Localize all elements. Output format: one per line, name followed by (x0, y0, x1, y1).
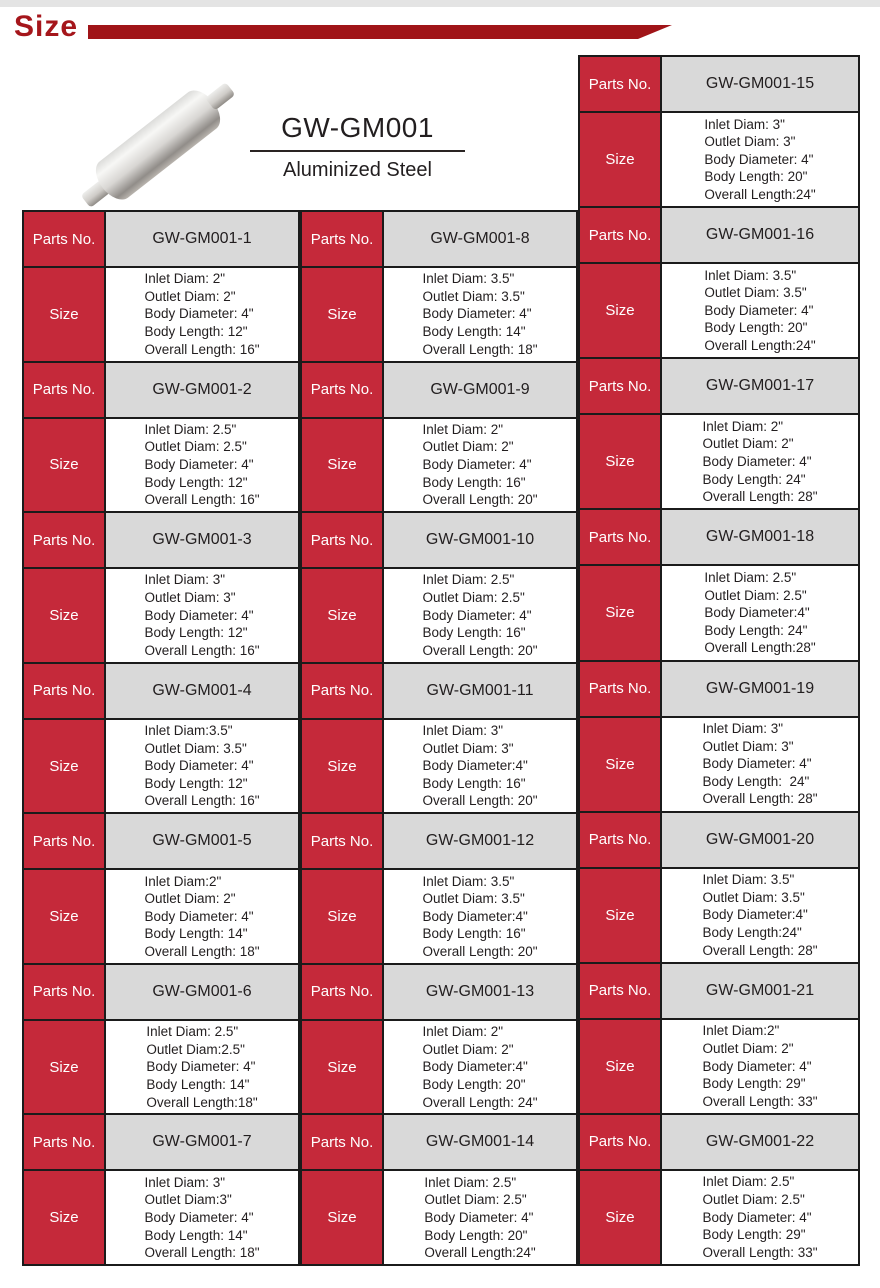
spec-line: Outlet Diam: 2.5" (702, 1192, 805, 1208)
spec-line: Overall Length: 20" (422, 492, 538, 508)
spec-line: Outlet Diam: 2.5" (144, 439, 247, 455)
size-label: Size (22, 567, 106, 664)
spec-line: Body Diameter: 4" (422, 607, 532, 623)
spec-lines (702, 1173, 817, 1261)
spec-line: Overall Length: 20" (422, 943, 538, 959)
spec-line: Body Length: 12" (144, 775, 248, 791)
spec-line: Body Length: 12" (144, 324, 248, 340)
part-block (300, 361, 578, 514)
spec-lines (422, 873, 537, 961)
parts-no-label: Parts No. (22, 1113, 106, 1171)
spec-line: Inlet Diam: 3" (702, 721, 784, 737)
spec-line: Inlet Diam: 2.5" (146, 1024, 239, 1040)
spec-line: Overall Length:24" (704, 186, 816, 202)
part-block (578, 206, 860, 359)
parts-no-label: Parts No. (578, 508, 662, 566)
size-label: Size (22, 1169, 106, 1266)
part-specs (660, 413, 860, 510)
parts-no-label: Parts No. (22, 963, 106, 1021)
muffler-body (89, 84, 228, 206)
product-image-muffler (58, 70, 258, 220)
part-size-row (578, 111, 860, 208)
spec-lines (144, 873, 259, 961)
part-block (22, 511, 300, 664)
part-number: GW-GM001-19 (660, 660, 860, 718)
part-specs (382, 1169, 578, 1266)
spec-line: Outlet Diam: 3.5" (422, 288, 525, 304)
part-specs (660, 564, 860, 661)
spec-line: Outlet Diam: 3" (144, 590, 236, 606)
spec-lines (702, 720, 817, 808)
size-label: Size (300, 266, 384, 363)
part-block (300, 812, 578, 965)
spec-line: Body Diameter: 4" (144, 908, 254, 924)
size-label: Size (578, 413, 662, 510)
parts-no-label: Parts No. (22, 361, 106, 419)
part-size-row (22, 266, 300, 363)
part-size-row (22, 1169, 300, 1266)
spec-line: Body Diameter:4" (422, 758, 528, 774)
parts-no-label: Parts No. (300, 361, 384, 419)
part-number-row (578, 811, 860, 869)
parts-no-label: Parts No. (578, 1113, 662, 1171)
parts-no-label: Parts No. (578, 660, 662, 718)
spec-lines (144, 421, 259, 509)
spec-line: Body Diameter: 4" (144, 758, 254, 774)
spec-line: Inlet Diam: 2" (702, 418, 784, 434)
size-label: Size (578, 716, 662, 813)
size-label: Size (22, 417, 106, 514)
part-number: GW-GM001-4 (104, 662, 300, 720)
part-number: GW-GM001-13 (382, 963, 578, 1021)
part-specs (660, 111, 860, 208)
spec-lines (144, 722, 259, 810)
spec-line: Overall Length:18" (146, 1094, 258, 1110)
part-specs (660, 1018, 860, 1115)
spec-line: Inlet Diam: 3" (144, 1174, 226, 1190)
spec-line: Overall Length: 28" (702, 791, 818, 807)
spec-line: Inlet Diam: 3.5" (422, 873, 515, 889)
part-number: GW-GM001-21 (660, 962, 860, 1020)
spec-line: Outlet Diam: 3.5" (704, 285, 807, 301)
spec-line: Inlet Diam: 2.5" (144, 421, 237, 437)
spec-line: Body Diameter: 4" (702, 1209, 812, 1225)
size-label: Size (22, 868, 106, 965)
spec-line: Body Length: 20" (424, 1227, 528, 1243)
part-size-row (578, 262, 860, 359)
spec-lines (704, 116, 815, 204)
spec-line: Inlet Diam: 2" (422, 1024, 504, 1040)
part-number-row (300, 662, 578, 720)
spec-line: Outlet Diam: 2.5" (704, 587, 807, 603)
parts-no-label: Parts No. (22, 662, 106, 720)
part-number: GW-GM001-6 (104, 963, 300, 1021)
part-size-row (300, 868, 578, 965)
parts-no-label: Parts No. (300, 662, 384, 720)
spec-line: Outlet Diam: 3.5" (144, 740, 247, 756)
spec-lines (704, 569, 815, 657)
part-size-row (300, 718, 578, 815)
spec-line: Body Diameter: 4" (146, 1059, 256, 1075)
parts-no-label: Parts No. (22, 812, 106, 870)
part-number-row (22, 210, 300, 268)
spec-line: Outlet Diam: 2.5" (424, 1192, 527, 1208)
part-size-row (578, 413, 860, 510)
spec-line: Outlet Diam: 2" (422, 1041, 514, 1057)
spec-line: Inlet Diam:2" (144, 873, 222, 889)
part-block (22, 812, 300, 965)
parts-no-label: Parts No. (578, 357, 662, 415)
spec-line: Body Length: 24" (704, 622, 808, 638)
part-size-row (300, 1169, 578, 1266)
spec-line: Body Length: 14" (144, 1227, 248, 1243)
page-title: Size (14, 10, 79, 43)
spec-line: Body Length: 16" (422, 926, 526, 942)
part-specs (660, 1169, 860, 1266)
size-label: Size (300, 718, 384, 815)
spec-line: Body Length: 16" (422, 625, 526, 641)
part-size-row (578, 716, 860, 813)
spec-line: Overall Length:28" (704, 640, 816, 656)
part-block (300, 662, 578, 815)
spec-lines (422, 722, 537, 810)
parts-no-label: Parts No. (300, 812, 384, 870)
spec-line: Inlet Diam:3.5" (144, 723, 233, 739)
part-specs (660, 716, 860, 813)
part-size-row (300, 1019, 578, 1116)
spec-lines (422, 1023, 537, 1111)
spec-line: Body Diameter: 4" (422, 457, 532, 473)
spec-line: Overall Length:24" (704, 338, 816, 354)
spec-line: Outlet Diam: 3.5" (422, 891, 525, 907)
part-number-row (578, 1113, 860, 1171)
spec-lines (702, 1022, 817, 1110)
part-block (300, 963, 578, 1116)
spec-line: Outlet Diam: 3" (422, 740, 514, 756)
spec-line: Overall Length: 16" (144, 492, 260, 508)
part-specs (382, 417, 578, 514)
spec-lines (146, 1023, 257, 1111)
size-label: Size (578, 111, 662, 208)
part-specs (382, 718, 578, 815)
size-label: Size (578, 1169, 662, 1266)
part-number: GW-GM001-20 (660, 811, 860, 869)
part-size-row (22, 1019, 300, 1116)
part-specs (382, 1019, 578, 1116)
part-number-row (578, 660, 860, 718)
spec-line: Outlet Diam:3" (144, 1192, 232, 1208)
part-specs (382, 567, 578, 664)
spec-line: Outlet Diam: 2" (144, 891, 236, 907)
spec-line: Inlet Diam: 3" (704, 116, 785, 132)
spec-line: Body Length: 20" (422, 1076, 526, 1092)
part-number: GW-GM001-15 (660, 55, 860, 113)
part-number-row (22, 361, 300, 419)
parts-column-1 (22, 210, 300, 1266)
spec-lines (422, 571, 537, 659)
spec-line: Inlet Diam: 2.5" (422, 572, 515, 588)
spec-line: Overall Length: 20" (422, 642, 538, 658)
parts-no-label: Parts No. (578, 811, 662, 869)
spec-line: Inlet Diam: 2.5" (702, 1174, 795, 1190)
part-number-row (22, 812, 300, 870)
spec-line: Overall Length: 16" (144, 793, 260, 809)
spec-line: Body Length:24" (702, 924, 802, 940)
part-number-row (300, 963, 578, 1021)
spec-line: Overall Length: 18" (422, 341, 538, 357)
part-number-row (578, 206, 860, 264)
spec-line: Inlet Diam: 2.5" (424, 1174, 517, 1190)
spec-line: Outlet Diam: 2" (422, 439, 514, 455)
part-number: GW-GM001-16 (660, 206, 860, 264)
spec-line: Body Length: 16" (422, 474, 526, 490)
spec-line: Inlet Diam: 3" (422, 723, 504, 739)
parts-no-label: Parts No. (22, 511, 106, 569)
spec-line: Body Diameter: 4" (144, 306, 254, 322)
spec-line: Body Length: 20" (704, 320, 808, 336)
spec-line: Body Diameter: 4" (144, 1209, 254, 1225)
part-block (22, 361, 300, 514)
parts-no-label: Parts No. (578, 55, 662, 113)
part-block (300, 210, 578, 363)
part-number-row (578, 55, 860, 113)
spec-line: Body Diameter:4" (702, 907, 808, 923)
part-number-row (578, 357, 860, 415)
spec-line: Outlet Diam: 3.5" (702, 889, 805, 905)
part-block (578, 1113, 860, 1266)
part-block (300, 1113, 578, 1266)
part-number: GW-GM001-5 (104, 812, 300, 870)
part-number-row (300, 1113, 578, 1171)
spec-line: Body Length: 14" (144, 926, 248, 942)
parts-no-label: Parts No. (22, 210, 106, 268)
spec-line: Inlet Diam: 3.5" (702, 872, 795, 888)
size-label: Size (22, 266, 106, 363)
spec-line: Overall Length: 18" (144, 943, 260, 959)
part-number: GW-GM001-7 (104, 1113, 300, 1171)
spec-line: Body Length: 14" (422, 324, 526, 340)
spec-line: Outlet Diam:2.5" (146, 1041, 245, 1057)
product-model: GW-GM001 (281, 112, 434, 143)
spec-line: Outlet Diam: 2.5" (422, 590, 525, 606)
spec-line: Body Diameter: 4" (702, 454, 812, 470)
part-number-row (578, 962, 860, 1020)
size-label: Size (300, 868, 384, 965)
part-number-row (578, 508, 860, 566)
spec-line: Outlet Diam: 2" (702, 436, 794, 452)
part-block (578, 55, 860, 208)
part-size-row (300, 417, 578, 514)
part-specs (104, 417, 300, 514)
spec-line: Overall Length: 33" (702, 1244, 818, 1260)
size-label: Size (22, 1019, 106, 1116)
spec-line: Outlet Diam: 2" (144, 288, 236, 304)
spec-line: Overall Length: 20" (422, 793, 538, 809)
parts-no-label: Parts No. (578, 206, 662, 264)
part-size-row (22, 567, 300, 664)
part-size-row (22, 417, 300, 514)
spec-line: Body Length: 16" (422, 775, 526, 791)
part-number-row (300, 812, 578, 870)
part-block (22, 963, 300, 1116)
spec-line: Overall Length: 33" (702, 1093, 818, 1109)
muffler-graphic (74, 73, 241, 218)
spec-line: Overall Length:24" (424, 1245, 536, 1261)
spec-line: Body Length: 29" (702, 1076, 806, 1092)
part-specs (382, 868, 578, 965)
spec-line: Inlet Diam:2" (702, 1023, 780, 1039)
top-strip (0, 0, 880, 7)
part-block (300, 511, 578, 664)
spec-line: Body Diameter: 4" (144, 457, 254, 473)
size-label: Size (578, 262, 662, 359)
spec-line: Body Diameter:4" (704, 605, 810, 621)
parts-no-label: Parts No. (300, 1113, 384, 1171)
part-number: GW-GM001-3 (104, 511, 300, 569)
part-specs (104, 1019, 300, 1116)
size-label: Size (578, 867, 662, 964)
size-label: Size (300, 1169, 384, 1266)
part-number: GW-GM001-14 (382, 1113, 578, 1171)
spec-line: Body Length: 12" (144, 625, 248, 641)
spec-line: Inlet Diam: 3.5" (704, 267, 797, 283)
spec-lines (144, 1174, 259, 1262)
spec-lines (702, 418, 817, 506)
part-number: GW-GM001-2 (104, 361, 300, 419)
parts-column-2 (300, 210, 578, 1266)
part-number: GW-GM001-10 (382, 511, 578, 569)
part-number: GW-GM001-11 (382, 662, 578, 720)
part-number-row (300, 361, 578, 419)
spec-line: Body Length: 12" (144, 474, 248, 490)
part-size-row (22, 718, 300, 815)
spec-line: Overall Length: 16" (144, 341, 260, 357)
spec-lines (422, 270, 537, 358)
part-number-row (300, 511, 578, 569)
spec-line: Body Diameter: 4" (702, 1058, 812, 1074)
size-label: Size (300, 417, 384, 514)
part-specs (104, 718, 300, 815)
part-specs (382, 266, 578, 363)
part-block (22, 662, 300, 815)
spec-line: Body Diameter: 4" (144, 607, 254, 623)
spec-line: Body Diameter: 4" (424, 1209, 534, 1225)
spec-line: Body Length: 20" (704, 169, 808, 185)
title-underline (250, 150, 465, 152)
spec-line: Inlet Diam: 2" (422, 421, 504, 437)
spec-line: Body Diameter: 4" (704, 151, 814, 167)
size-label: Size (300, 1019, 384, 1116)
product-material: Aluminized Steel (283, 159, 432, 181)
part-number-row (22, 511, 300, 569)
part-block (22, 1113, 300, 1266)
part-number: GW-GM001-17 (660, 357, 860, 415)
part-number: GW-GM001-8 (382, 210, 578, 268)
spec-line: Body Diameter:4" (422, 1059, 528, 1075)
spec-lines (702, 871, 817, 959)
part-specs (660, 262, 860, 359)
parts-no-label: Parts No. (578, 962, 662, 1020)
part-size-row (578, 1018, 860, 1115)
part-specs (660, 867, 860, 964)
part-block (578, 508, 860, 661)
part-size-row (300, 266, 578, 363)
part-specs (104, 266, 300, 363)
part-size-row (578, 867, 860, 964)
spec-line: Inlet Diam: 2.5" (704, 569, 797, 585)
part-block (578, 357, 860, 510)
spec-lines (422, 421, 537, 509)
spec-line: Inlet Diam: 3" (144, 572, 226, 588)
size-label: Size (578, 1018, 662, 1115)
part-block (578, 660, 860, 813)
part-size-row (578, 564, 860, 661)
part-size-row (578, 1169, 860, 1266)
parts-no-label: Parts No. (300, 963, 384, 1021)
parts-no-label: Parts No. (300, 511, 384, 569)
spec-line: Inlet Diam: 3.5" (422, 271, 515, 287)
spec-line: Body Length: 14" (146, 1076, 250, 1092)
product-title-block (250, 112, 465, 182)
size-label: Size (300, 567, 384, 664)
part-specs (104, 567, 300, 664)
spec-line: Body Length: 24" (702, 471, 806, 487)
spec-line: Outlet Diam: 3" (702, 738, 794, 754)
part-block (22, 210, 300, 363)
part-number: GW-GM001-22 (660, 1113, 860, 1171)
spec-line: Overall Length: 16" (144, 642, 260, 658)
size-label: Size (578, 564, 662, 661)
part-specs (104, 1169, 300, 1266)
part-block (578, 962, 860, 1115)
spec-lines (424, 1174, 535, 1262)
part-specs (104, 868, 300, 965)
part-number: GW-GM001-18 (660, 508, 860, 566)
spec-line: Body Diameter: 4" (704, 302, 814, 318)
part-number: GW-GM001-12 (382, 812, 578, 870)
part-number-row (22, 662, 300, 720)
parts-column-3 (578, 55, 860, 1266)
part-number-row (22, 963, 300, 1021)
spec-line: Body Diameter:4" (422, 908, 528, 924)
spec-line: Body Length: 24" (702, 773, 810, 789)
spec-line: Overall Length: 28" (702, 489, 818, 505)
spec-line: Body Diameter: 4" (422, 306, 532, 322)
part-size-row (22, 868, 300, 965)
part-size-row (300, 567, 578, 664)
part-number: GW-GM001-9 (382, 361, 578, 419)
part-block (578, 811, 860, 964)
spec-lines (144, 571, 259, 659)
spec-line: Body Diameter: 4" (702, 756, 812, 772)
spec-lines (144, 270, 259, 358)
spec-line: Overall Length: 18" (144, 1245, 260, 1261)
part-number: GW-GM001-1 (104, 210, 300, 268)
spec-line: Inlet Diam: 2" (144, 271, 226, 287)
spec-line: Outlet Diam: 2" (702, 1040, 794, 1056)
spec-line: Overall Length: 28" (702, 942, 818, 958)
part-number-row (300, 210, 578, 268)
size-label: Size (22, 718, 106, 815)
spec-line: Overall Length: 24" (422, 1094, 538, 1110)
spec-lines (704, 267, 815, 355)
part-number-row (22, 1113, 300, 1171)
spec-line: Outlet Diam: 3" (704, 134, 796, 150)
spec-line: Body Length: 29" (702, 1227, 806, 1243)
heading-swoosh-bar (88, 25, 672, 39)
parts-no-label: Parts No. (300, 210, 384, 268)
